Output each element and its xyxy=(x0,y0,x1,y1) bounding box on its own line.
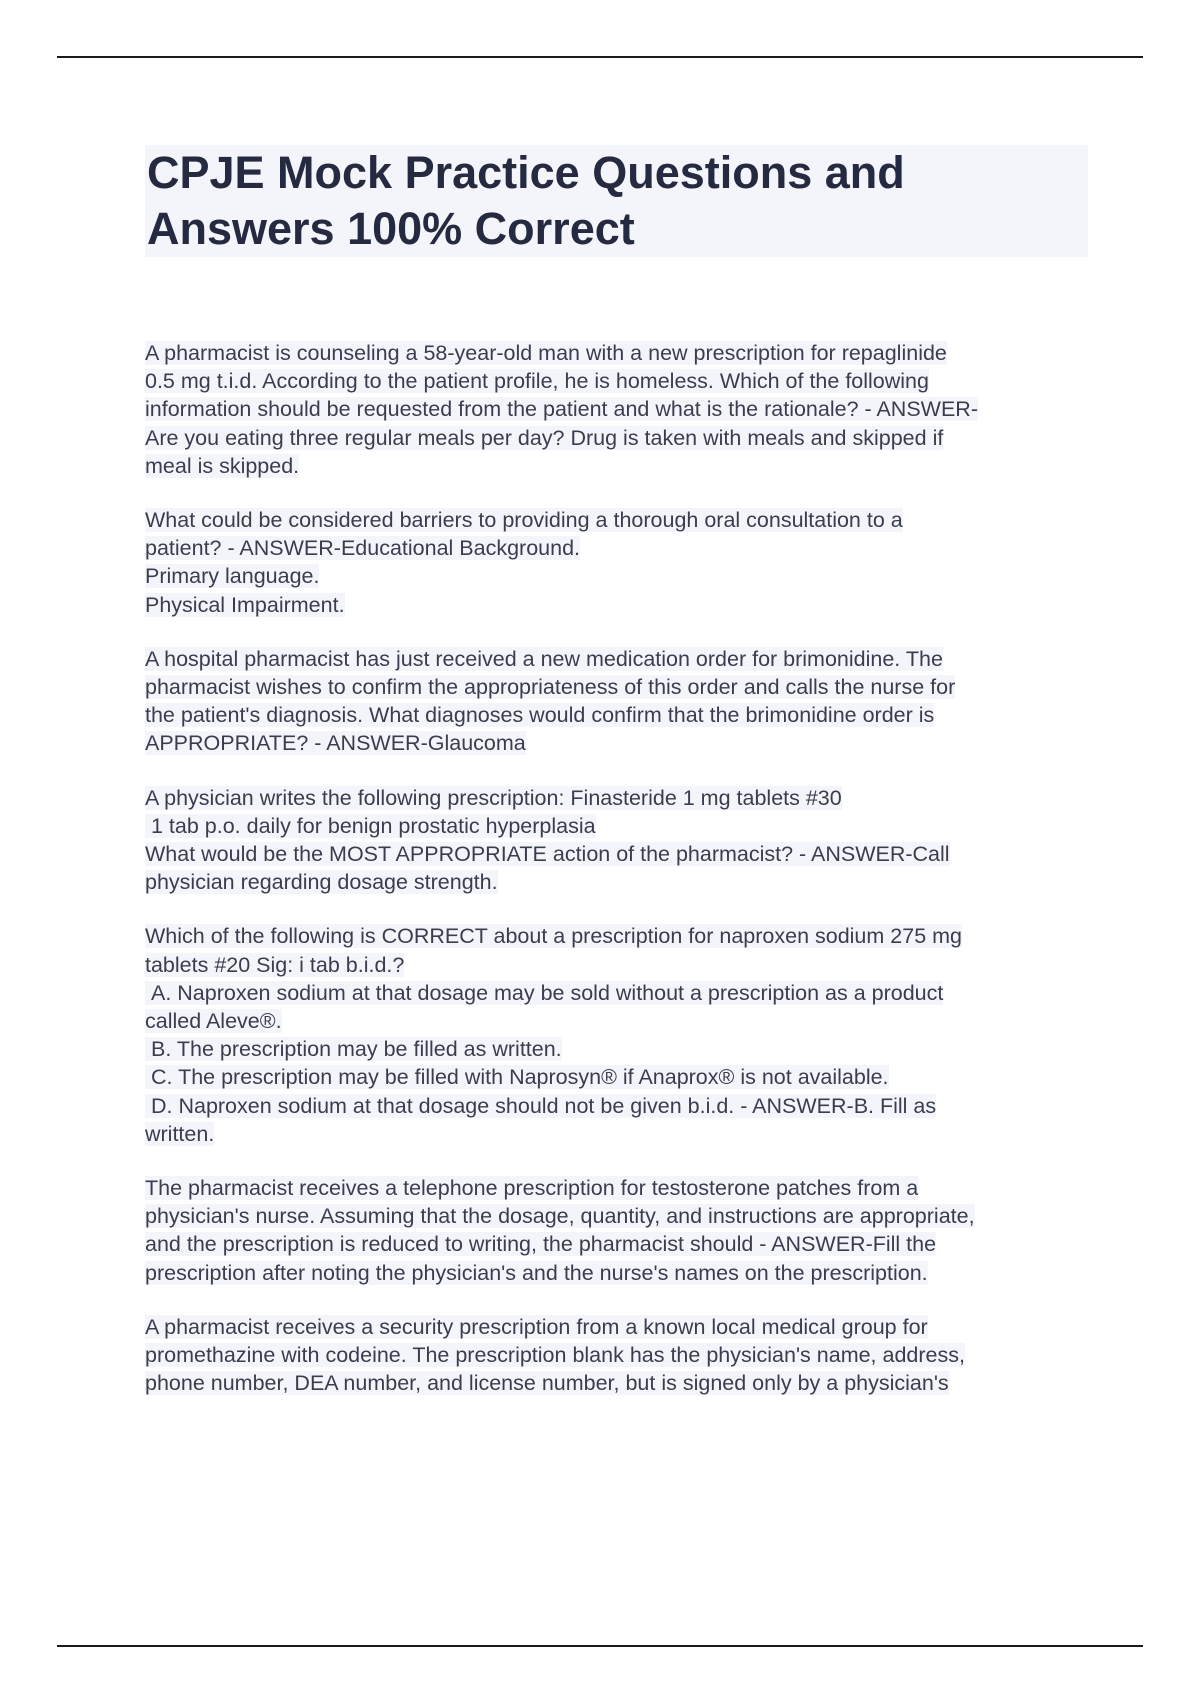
qa-line-wrapper xyxy=(145,868,1090,896)
qa-line: Which of the following is CORRECT about a prescription for naproxen sodium 275 mg xyxy=(145,924,962,949)
qa-line: called Aleve®. xyxy=(145,1009,282,1034)
qa-line-wrapper xyxy=(145,1063,1090,1091)
qa-line: A pharmacist is counseling a 58-year-old man with a new prescription for repaglinide xyxy=(145,341,947,365)
qa-line-wrapper xyxy=(145,562,1090,590)
qa-line: information should be requested from the patient and what is the rationale? - ANSWER- xyxy=(145,397,978,422)
qa-line: physician's nurse. Assuming that the dosage, quantity, and instructions are appropriate, xyxy=(145,1204,975,1229)
qa-line-wrapper xyxy=(145,1259,1090,1287)
header-rule xyxy=(57,56,1143,58)
qa-line: B. The prescription may be filled as written. xyxy=(145,1037,562,1062)
qa-line: phone number, DEA number, and license number, but is signed only by a physician's xyxy=(145,1371,949,1396)
qa-line: 0.5 mg t.i.d. According to the patient profile, he is homeless. Which of the following xyxy=(145,369,929,394)
qa-line: APPROPRIATE? - ANSWER-Glaucoma xyxy=(145,731,526,756)
page-title-line-2: Answers 100% Correct xyxy=(147,203,635,254)
qa-line: A physician writes the following prescription: Finasteride 1 mg tablets #30 xyxy=(145,785,842,810)
qa-line: What could be considered barriers to providing a thorough oral consultation to a xyxy=(145,508,903,533)
qa-line-wrapper xyxy=(145,452,1090,480)
qa-line: What would be the MOST APPROPRIATE action of the pharmacist? - ANSWER-Call xyxy=(145,842,950,867)
qa-line-wrapper xyxy=(145,367,1090,395)
qa-line-wrapper xyxy=(145,951,1090,979)
qa-line: meal is skipped. xyxy=(145,453,300,478)
qa-line: The pharmacist receives a telephone prescription for testosterone patches from a xyxy=(145,1176,919,1201)
qa-line: written. xyxy=(145,1121,215,1146)
qa-line: physician regarding dosage strength. xyxy=(145,870,498,895)
qa-paragraph xyxy=(145,922,1090,1148)
qa-line-wrapper xyxy=(145,645,1090,673)
qa-line-wrapper xyxy=(145,1174,1090,1202)
qa-line-wrapper xyxy=(145,1202,1090,1230)
qa-line-wrapper xyxy=(145,1369,1090,1397)
qa-line: pharmacist wishes to confirm the appropriateness of this order and calls the nurse for xyxy=(145,675,956,700)
qa-line: prescription after noting the physician's and the nurse's names on the prescription. xyxy=(145,1260,928,1285)
qa-line-wrapper xyxy=(145,979,1090,1007)
qa-line-wrapper xyxy=(145,812,1090,840)
qa-paragraph xyxy=(145,645,1090,758)
qa-line: D. Naproxen sodium at that dosage should not be given b.i.d. - ANSWER-B. Fill as xyxy=(145,1093,937,1118)
qa-content xyxy=(145,339,1090,1424)
qa-line-wrapper xyxy=(145,701,1090,729)
qa-paragraph xyxy=(145,339,1090,480)
page-title-line-1: CPJE Mock Practice Questions and xyxy=(147,147,905,198)
qa-paragraph xyxy=(145,1174,1090,1287)
page-title xyxy=(145,145,1088,257)
qa-line: A. Naproxen sodium at that dosage may be sold without a prescription as a product xyxy=(145,980,944,1005)
qa-line: patient? - ANSWER-Educational Background. xyxy=(145,536,581,561)
qa-line-wrapper xyxy=(145,840,1090,868)
qa-line-wrapper xyxy=(145,339,1090,367)
qa-line: the patient's diagnosis. What diagnoses would confirm that the brimonidine order is xyxy=(145,703,935,728)
qa-line-wrapper xyxy=(145,1230,1090,1258)
qa-line-wrapper xyxy=(145,673,1090,701)
qa-line-wrapper xyxy=(145,1007,1090,1035)
qa-line: Physical Impairment. xyxy=(145,592,345,617)
qa-line: tablets #20 Sig: i tab b.i.d.? xyxy=(145,952,405,977)
qa-line: Primary language. xyxy=(145,564,320,589)
title-block xyxy=(145,145,1088,257)
qa-paragraph xyxy=(145,1313,1090,1398)
qa-line-wrapper xyxy=(145,424,1090,452)
qa-line: Are you eating three regular meals per day? Drug is taken with meals and skipped if xyxy=(145,425,944,450)
footer-rule xyxy=(57,1645,1143,1647)
qa-paragraph xyxy=(145,784,1090,897)
qa-line-wrapper xyxy=(145,1313,1090,1341)
qa-line: promethazine with codeine. The prescription blank has the physician's name, address, xyxy=(145,1343,965,1368)
qa-line-wrapper xyxy=(145,1341,1090,1369)
qa-line: 1 tab p.o. daily for benign prostatic hyperplasia xyxy=(145,813,596,838)
qa-line-wrapper xyxy=(145,729,1090,757)
qa-line: C. The prescription may be filled with Naprosyn® if Anaprox® is not available. xyxy=(145,1065,889,1090)
qa-line-wrapper xyxy=(145,1092,1090,1120)
qa-paragraph xyxy=(145,506,1090,619)
qa-line-wrapper xyxy=(145,922,1090,950)
qa-line-wrapper xyxy=(145,534,1090,562)
qa-line-wrapper xyxy=(145,1035,1090,1063)
qa-line-wrapper xyxy=(145,506,1090,534)
qa-line-wrapper xyxy=(145,1120,1090,1148)
qa-line: A pharmacist receives a security prescription from a known local medical group for xyxy=(145,1314,928,1339)
qa-line: A hospital pharmacist has just received a new medication order for brimonidine. The xyxy=(145,646,943,671)
qa-line-wrapper xyxy=(145,591,1090,619)
qa-line-wrapper xyxy=(145,784,1090,812)
qa-line: and the prescription is reduced to writing, the pharmacist should - ANSWER-Fill the xyxy=(145,1232,937,1257)
qa-line-wrapper xyxy=(145,395,1090,423)
